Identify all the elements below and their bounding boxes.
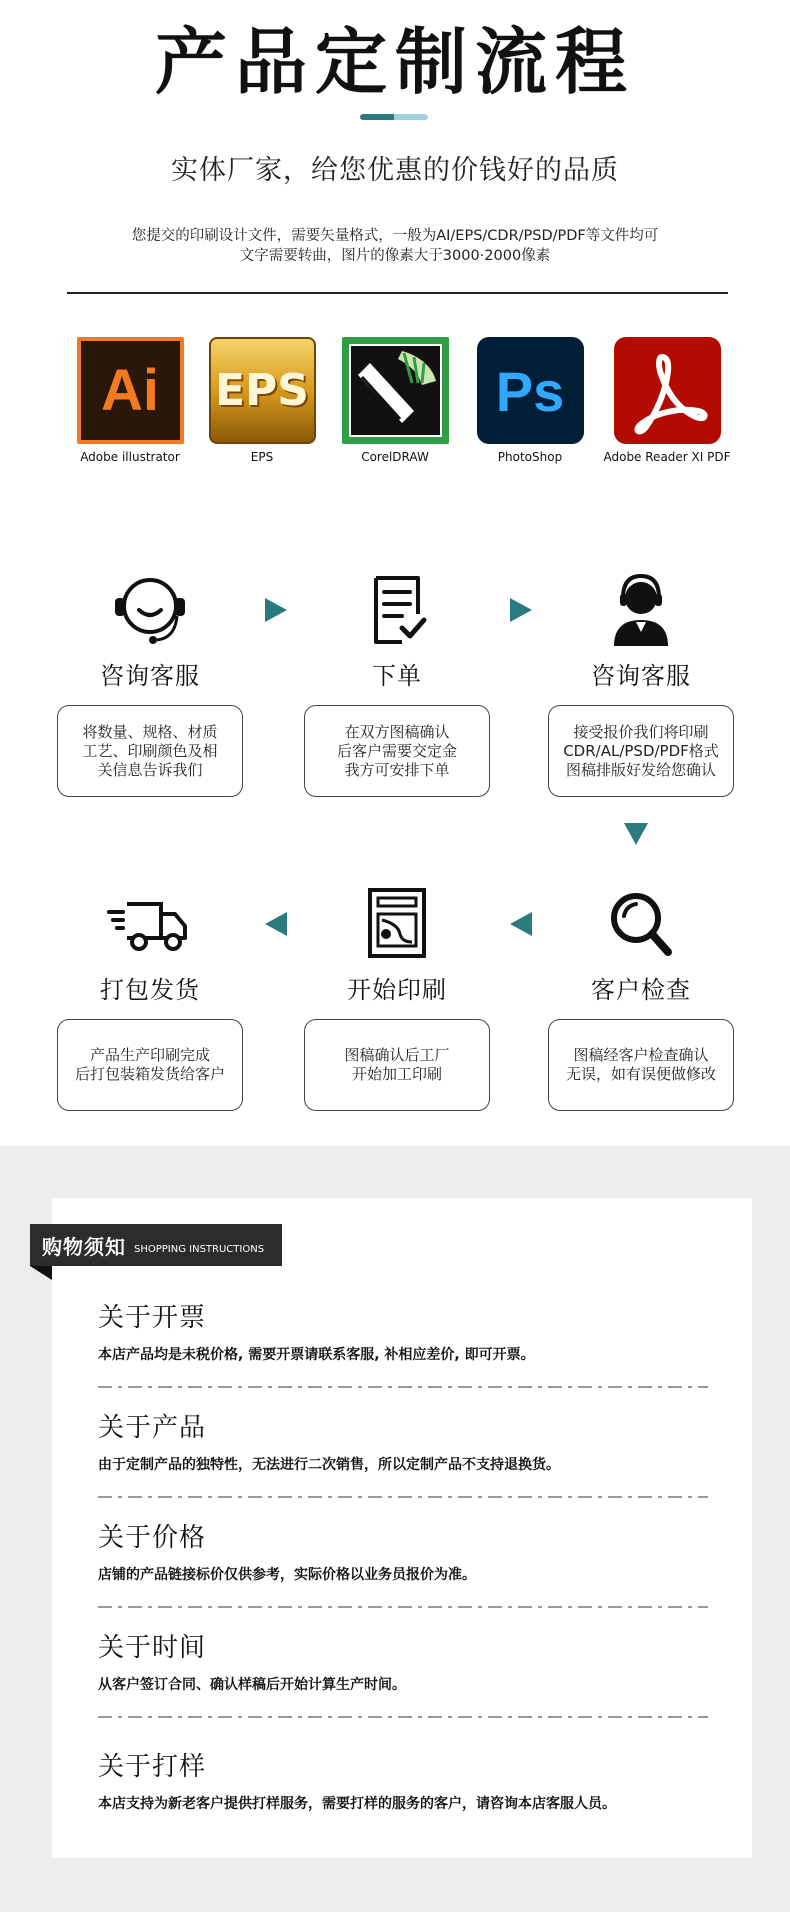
step-inspect [546, 884, 736, 1111]
software-item-coreldraw [325, 337, 465, 464]
dashed-divider [98, 1716, 708, 1718]
magnifier-icon [596, 884, 686, 964]
note-line-2: 文字需要转曲，图片的像素大于3000·2000像素 [239, 248, 551, 264]
arrow-down-icon [624, 823, 648, 845]
coreldraw-icon [342, 337, 449, 444]
software-label: EPS [250, 450, 274, 464]
software-item-photoshop [460, 337, 600, 464]
arrow-left-icon [265, 912, 287, 936]
arrow-right-icon [510, 598, 532, 622]
instruction-title: 关于开票 [98, 1303, 207, 1333]
step-print [302, 884, 492, 1111]
step-label: 开始印刷 [347, 976, 447, 1004]
instruction-item [98, 1627, 708, 1694]
step-label: 下单 [372, 662, 422, 690]
instruction-desc: 从客户签订合同、确认样稿后开始计算生产时间。 [98, 1677, 406, 1693]
instruction-desc: 本店产品均是未税价格, 需要开票请联系客服, 补相应差价, 即可开票。 [98, 1347, 535, 1363]
delivery-truck-icon [105, 884, 195, 964]
tag-fold [30, 1266, 52, 1280]
tagline: 实体厂家，给您优惠的价钱好的品质 [171, 155, 619, 186]
step-description: 将数量、规格、材质 工艺、印刷颜色及相 关信息告诉我们 [57, 705, 243, 797]
step-label: 客户检查 [591, 976, 691, 1004]
eps-icon: EPS [209, 337, 316, 444]
adobe-illustrator-icon: Ai [77, 337, 184, 444]
arrow-right-icon [265, 598, 287, 622]
step-description: 图稿经客户检查确认 无误，如有误便做修改 [548, 1019, 734, 1111]
pdf-icon [614, 337, 721, 444]
instruction-title: 关于价格 [98, 1523, 207, 1553]
step-description: 在双方图稿确认 后客户需要交定金 我方可安排下单 [304, 705, 490, 797]
instruction-item [98, 1746, 708, 1813]
software-label: Adobe illustrator [80, 450, 180, 464]
instruction-desc: 店铺的产品链接标价仅供参考，实际价格以业务员报价为准。 [98, 1567, 476, 1583]
instructions-tag-subtitle: SHOPPING INSTRUCTIONS [134, 1243, 265, 1255]
step-label: 咨询客服 [591, 662, 691, 690]
step-description: 接受报价我们将印刷 CDR/AL/PSD/PDF格式 图稿排版好发给您确认 [548, 705, 734, 797]
dashed-divider [98, 1496, 708, 1498]
software-item-eps [192, 337, 332, 464]
printer-icon [352, 884, 442, 964]
instruction-item [98, 1297, 708, 1364]
instructions-tag-title: 购物须知 [42, 1234, 126, 1259]
photoshop-icon: Ps [477, 337, 584, 444]
step-ship [55, 884, 245, 1111]
dashed-divider [98, 1606, 708, 1608]
divider [67, 292, 728, 294]
step-label: 打包发货 [100, 976, 200, 1004]
file-format-note [0, 226, 790, 266]
software-item-pdf [597, 337, 737, 464]
order-checklist-icon [352, 570, 442, 650]
instruction-item [98, 1517, 708, 1584]
page-title: 产品定制流程 [154, 20, 635, 104]
step-description: 产品生产印刷完成 后打包装箱发货给客户 [57, 1019, 243, 1111]
instructions-tag [30, 1224, 282, 1266]
headset-smile-icon [105, 570, 195, 650]
step-order [302, 570, 492, 797]
dashed-divider [98, 1386, 708, 1388]
instruction-title: 关于产品 [98, 1413, 207, 1443]
instruction-title: 关于时间 [98, 1633, 207, 1663]
arrow-left-icon [510, 912, 532, 936]
software-label: Adobe Reader XI PDF [603, 450, 731, 464]
customer-service-agent-icon [596, 570, 686, 650]
note-line-1: 您提交的印刷设计文件，需要矢量格式，一般为AI/EPS/CDR/PSD/PDF等文件均可 [131, 228, 659, 244]
instruction-item [98, 1407, 708, 1474]
step-description: 图稿确认后工厂 开始加工印刷 [304, 1019, 490, 1111]
software-label: PhotoShop [497, 450, 563, 464]
step-quote [546, 570, 736, 797]
step-label: 咨询客服 [100, 662, 200, 690]
instruction-desc: 本店支持为新老客户提供打样服务，需要打样的服务的客户，请咨询本店客服人员。 [98, 1796, 616, 1812]
software-label: CorelDRAW [361, 450, 429, 464]
step-consult [55, 570, 245, 797]
instruction-desc: 由于定制产品的独特性，无法进行二次销售，所以定制产品不支持退换货。 [98, 1457, 560, 1473]
software-item-illustrator [60, 337, 200, 464]
title-underline [360, 114, 428, 120]
instruction-title: 关于打样 [98, 1752, 207, 1782]
